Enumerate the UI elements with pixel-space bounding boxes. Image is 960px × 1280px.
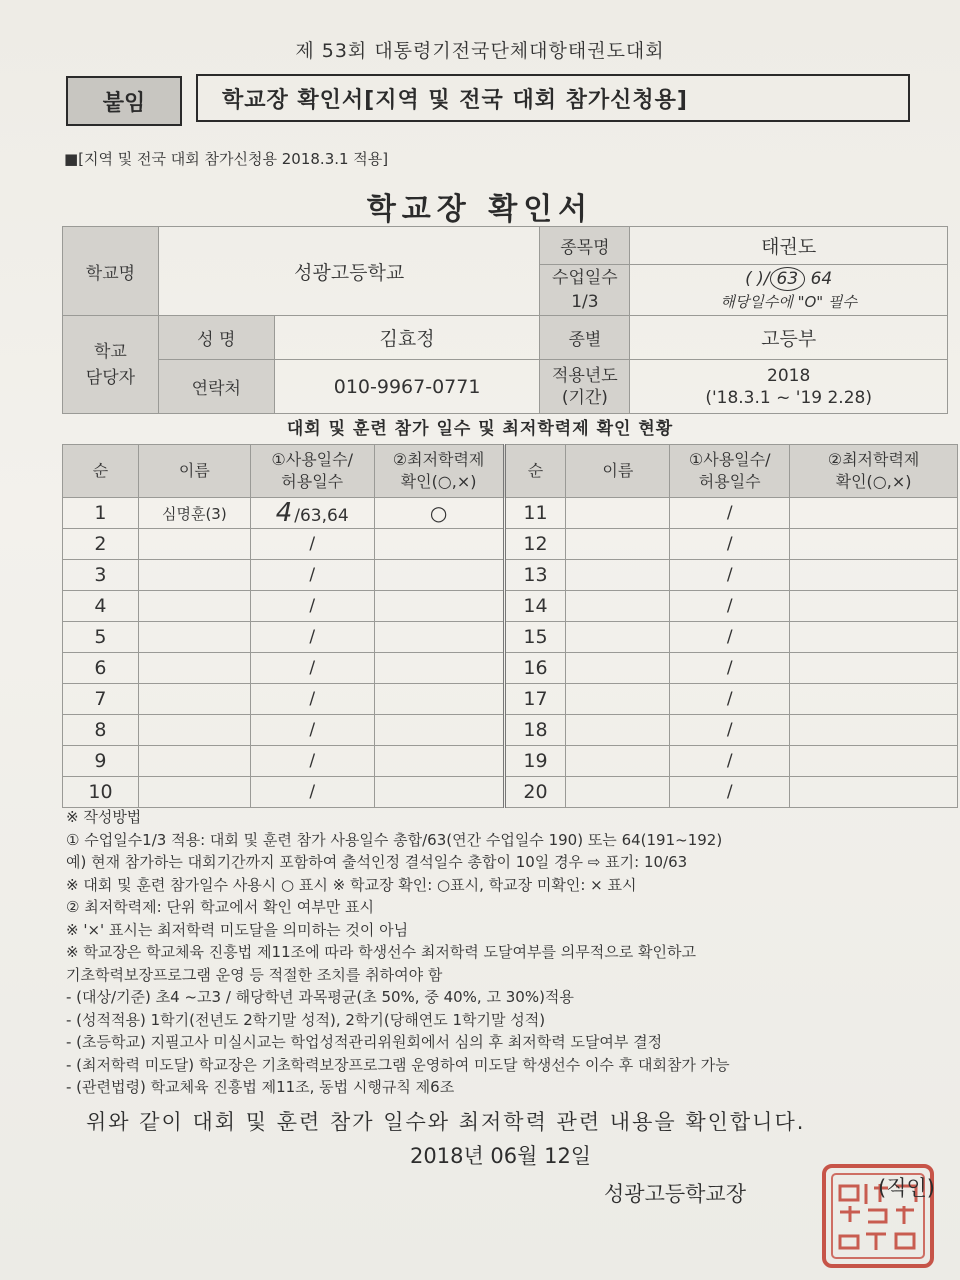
name-label: 성 명 [158, 316, 274, 360]
days-cell: 4 /63,64 [250, 498, 374, 529]
table-row [63, 591, 958, 622]
table-row [63, 777, 958, 808]
row-number: 11 [504, 498, 566, 529]
check-cell [790, 498, 958, 529]
student-name [566, 498, 670, 529]
days-cell: / [670, 777, 790, 808]
contact-label: 연락처 [158, 360, 274, 414]
row-number: 1 [63, 498, 139, 529]
note-line: ② 최저학력제: 단위 학교에서 확인 여부만 표시 [66, 898, 374, 916]
signer-title: 성광고등학교장 [604, 1182, 747, 1206]
row-number: 2 [63, 529, 139, 560]
seal-label: (직인) [878, 1176, 935, 1200]
student-name [566, 529, 670, 560]
main-title: 학교장 확인서 [366, 192, 594, 227]
note-line: 예) 현재 참가하는 대회기간까지 포함하여 출석인정 결석일수 총합이 10일 경우 ⇨ 표기: 10/63 [66, 853, 688, 871]
days-cell: / [250, 777, 374, 808]
student-name [138, 591, 250, 622]
check-cell [374, 746, 504, 777]
contact-value: 010-9967-0771 [274, 360, 540, 414]
student-name [566, 746, 670, 777]
days-cell: / [670, 498, 790, 529]
check-cell: ○ [374, 498, 504, 529]
row-number: 3 [63, 560, 139, 591]
check-cell [790, 622, 958, 653]
note-line: 기초학력보장프로그램 운영 등 적절한 조치를 취하여야 함 [66, 965, 443, 984]
row-number: 14 [504, 591, 566, 622]
table-row [63, 529, 958, 560]
days-cell: / [670, 684, 790, 715]
col-name: 이름 [566, 445, 670, 498]
writing-instructions [66, 806, 946, 1099]
row-number: 7 [63, 684, 139, 715]
note-line: - (성적적용) 1학기(전년도 2학기말 성적), 2학기(당해연도 1학기말 성적) [66, 1010, 546, 1029]
col-check: ②최저학력제 확인(○,×) [374, 445, 504, 498]
days-cell: / [670, 529, 790, 560]
issue-date: 2018년 06월 12일 [410, 1144, 592, 1168]
check-cell [790, 777, 958, 808]
student-name [566, 777, 670, 808]
sport-label: 종목명 [540, 227, 630, 265]
col-name: 이름 [138, 445, 250, 498]
competition-title: 제 53회 대통령기전국단체대항태권도대회 [295, 40, 665, 62]
student-name [566, 622, 670, 653]
student-name [566, 684, 670, 715]
check-cell [374, 684, 504, 715]
confirmation-statement: 위와 같이 대회 및 훈련 참가 일수와 최저학력 관련 내용을 확인합니다. [86, 1110, 806, 1134]
row-number: 15 [504, 622, 566, 653]
days-cell: / [670, 715, 790, 746]
note-line: - (초등학교) 지필고사 미실시교는 학업성적관리위원회에서 심의 후 최저학력 도달여부 결정 [66, 1033, 663, 1051]
days-cell: / [670, 746, 790, 777]
student-name [138, 777, 250, 808]
table-row [63, 684, 958, 715]
student-name: 심명훈(3) [138, 498, 250, 529]
division-label: 종별 [540, 316, 630, 360]
days-cell: / [670, 622, 790, 653]
row-number: 16 [504, 653, 566, 684]
row-number: 9 [63, 746, 139, 777]
class-days-value: ( )/ 63 64 해당일수에 "O" 필수 [630, 265, 948, 316]
student-name [138, 684, 250, 715]
check-cell [374, 653, 504, 684]
school-name: 성광고등학교 [158, 227, 540, 316]
days-cell: / [670, 560, 790, 591]
note-line: ※ 학교장은 학교체육 진흥법 제11조에 따라 학생선수 최저학력 도달여부를 의무적으로 확인하고 [66, 943, 696, 961]
table-row [63, 560, 958, 591]
student-name [138, 746, 250, 777]
student-name [566, 591, 670, 622]
row-number: 5 [63, 622, 139, 653]
student-name [138, 715, 250, 746]
class-days-note: 해당일수에 "O" 필수 [720, 293, 857, 311]
note-line: ※ 작성방법 [66, 808, 142, 826]
check-cell [790, 715, 958, 746]
note-line: - (관련법령) 학교체육 진흥법 제11조, 동법 시행규칙 제6조 [66, 1078, 455, 1096]
note-line: ① 수업일수1/3 적용: 대회 및 훈련 참가 사용일수 총합/63(연간 수업일수 190) 또는 64(191~192) [66, 830, 723, 849]
year-label: 적용년도 (기간) [540, 360, 630, 414]
check-cell [374, 622, 504, 653]
row-number: 10 [63, 777, 139, 808]
row-number: 18 [504, 715, 566, 746]
days-cell: / [670, 653, 790, 684]
check-cell [374, 529, 504, 560]
check-cell [790, 684, 958, 715]
student-name [566, 560, 670, 591]
days-cell: / [250, 746, 374, 777]
row-number: 4 [63, 591, 139, 622]
note-line: ※ '×' 표시는 최저학력 미도달을 의미하는 것이 아님 [66, 920, 409, 939]
row-number: 20 [504, 777, 566, 808]
participation-table [62, 444, 958, 808]
col-no: 순 [504, 445, 566, 498]
days-cell: / [250, 622, 374, 653]
row-number: 17 [504, 684, 566, 715]
row-number: 12 [504, 529, 566, 560]
check-cell [790, 591, 958, 622]
row-number: 8 [63, 715, 139, 746]
student-name [566, 653, 670, 684]
check-cell [790, 560, 958, 591]
school-label: 학교명 [63, 227, 159, 316]
note-line: ※ 대회 및 훈련 참가일수 사용시 ○ 표시 ※ 학교장 확인: ○표시, 학교장 미확인: × 표시 [66, 875, 637, 894]
attachment-label: 붙임 [66, 76, 182, 126]
col-days: ①사용일수/ 허용일수 [670, 445, 790, 498]
check-cell [790, 746, 958, 777]
manager-name: 김효정 [274, 316, 540, 360]
check-cell [374, 715, 504, 746]
col-check: ②최저학력제 확인(○,×) [790, 445, 958, 498]
document-title: 학교장 확인서[지역 및 전국 대회 참가신청용] [196, 74, 910, 122]
sport-value: 태권도 [630, 227, 948, 265]
row-number: 13 [504, 560, 566, 591]
table-row [63, 653, 958, 684]
days-cell: / [250, 653, 374, 684]
table-row [63, 746, 958, 777]
check-cell [374, 777, 504, 808]
days-cell: / [250, 684, 374, 715]
table-row [63, 715, 958, 746]
table-row [63, 498, 958, 529]
check-cell [374, 591, 504, 622]
applied-note: ■[지역 및 전국 대회 참가신청용 2018.3.1 적용] [64, 150, 389, 168]
handwritten-days: 4 [275, 498, 293, 528]
circled-days: 63 [770, 267, 806, 291]
check-cell [374, 560, 504, 591]
check-cell [790, 653, 958, 684]
check-cell [790, 529, 958, 560]
manager-label: 학교 담당자 [63, 316, 159, 414]
row-number: 6 [63, 653, 139, 684]
division-value: 고등부 [630, 316, 948, 360]
table-row [63, 622, 958, 653]
row-number: 19 [504, 746, 566, 777]
days-cell: / [670, 591, 790, 622]
year-value: 2018 ('18.3.1 ~ '19 2.28) [630, 360, 948, 414]
days-cell: / [250, 591, 374, 622]
col-no: 순 [63, 445, 139, 498]
student-name [138, 529, 250, 560]
student-name [138, 622, 250, 653]
days-cell: / [250, 560, 374, 591]
section-title: 대회 및 훈련 참가 일수 및 최저학력제 확인 현황 [286, 419, 674, 439]
class-days-label: 수업일수 1/3 [540, 265, 630, 316]
note-line: - (최저학력 미도달) 학교장은 기초학력보장프로그램 운영하여 미도달 학생선수 이수 후 대회참가 가능 [66, 1055, 730, 1074]
days-cell: / [250, 715, 374, 746]
student-name [138, 653, 250, 684]
student-name [138, 560, 250, 591]
student-name [566, 715, 670, 746]
school-info-table [62, 226, 948, 414]
note-line: - (대상/기준) 초4 ~고3 / 해당학년 과목평균(초 50%, 중 40%, 고 30%)적용 [66, 988, 574, 1006]
col-days: ①사용일수/ 허용일수 [250, 445, 374, 498]
days-cell: / [250, 529, 374, 560]
